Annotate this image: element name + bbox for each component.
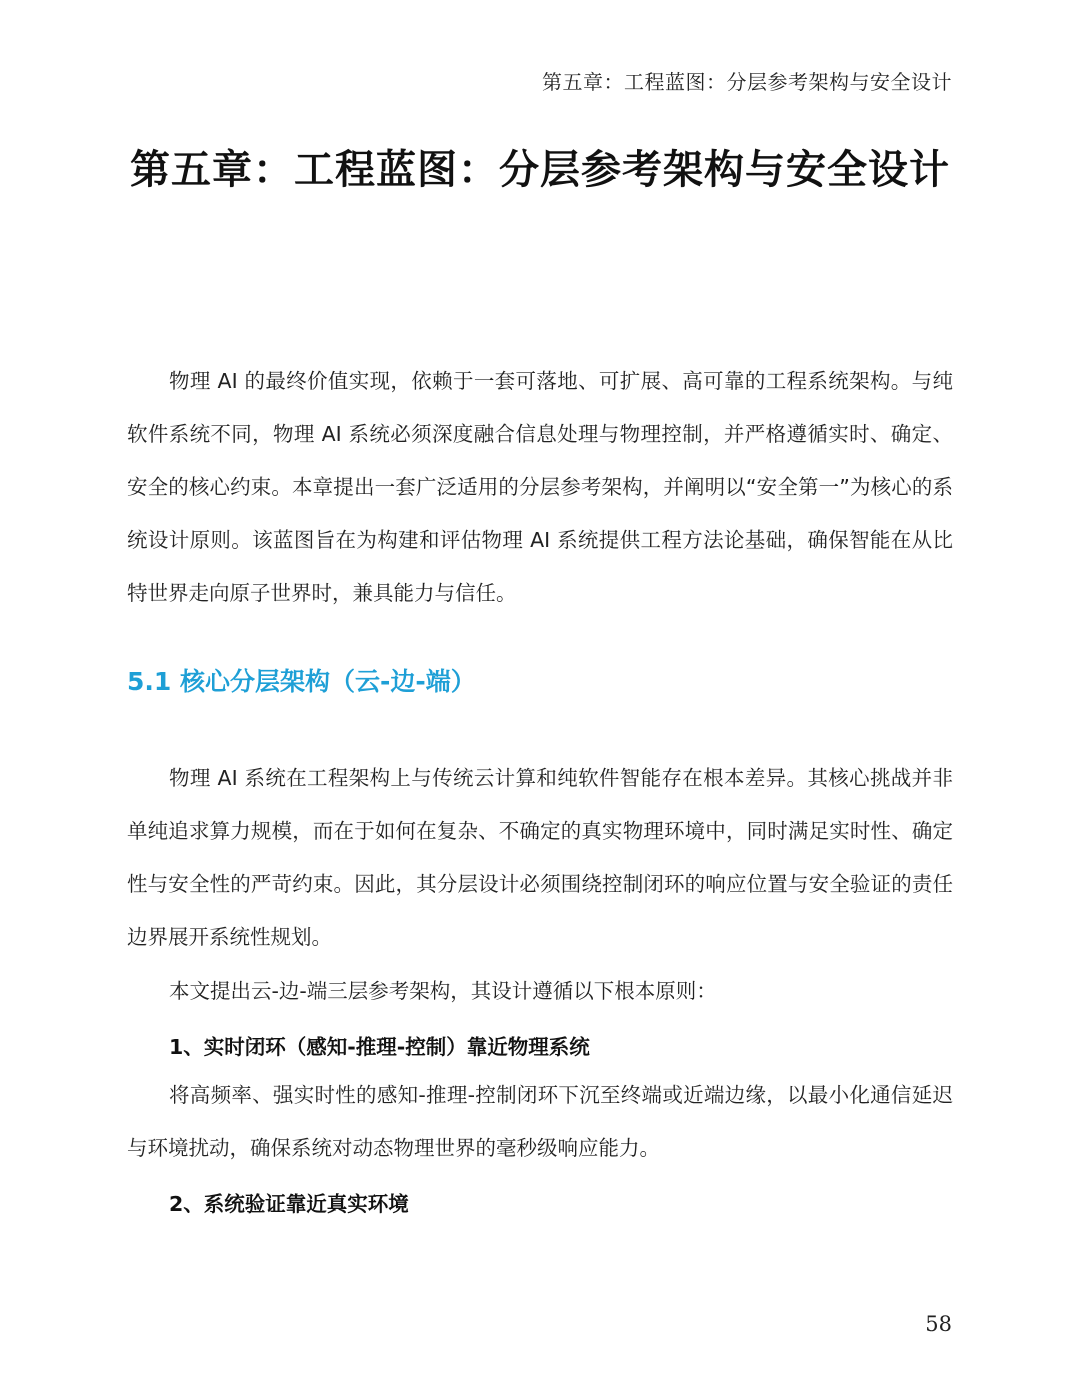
section-heading: 5.1 核心分层架构（云-边-端）: [127, 667, 476, 696]
principle-1-body: 将高频率、强实时性的感知-推理-控制闭环下沉至终端或近端边缘，以最小化通信延迟与环境扰动，确保系统对动态物理世界的毫秒级响应能力。: [127, 1083, 953, 1160]
chapter-title: 第五章：工程蓝图：分层参考架构与安全设计: [130, 147, 950, 193]
section-paragraph: 物理 AI 系统在工程架构上与传统云计算和纯软件智能存在根本差异。其核心挑战并非单纯追求算力规模，而在于如何在复杂、不确定的真实物理环境中，同时满足实时性、确定性与安全性的严苛约束。因此，其分层设计必须围绕控制闭环的响应位置与安全验证的责任边界展开系统性规划。: [127, 766, 953, 949]
principle-1-title: 1、实时闭环（感知-推理-控制）靠近物理系统: [169, 1035, 590, 1059]
page-number: 58: [925, 1312, 952, 1336]
running-header: 第五章：工程蓝图：分层参考架构与安全设计: [542, 70, 952, 94]
principles-intro: 本文提出云-边-端三层参考架构，其设计遵循以下根本原则：: [169, 979, 717, 1003]
intro-paragraph: 物理 AI 的最终价值实现，依赖于一套可落地、可扩展、高可靠的工程系统架构。与纯软件系统不同，物理 AI 系统必须深度融合信息处理与物理控制，并严格遵循实时、确定、安全的核心约束。本章提出一套广泛适用的分层参考架构，并阐明以“安全第一”为核心的系统设计原则。该蓝图旨在为构建和评估物理 AI 系统提供工程方法论基础，确保智能在从比特世界走向原子世界时，兼具能力与信任。: [127, 369, 953, 605]
principle-2-title: 2、系统验证靠近真实环境: [169, 1192, 409, 1216]
